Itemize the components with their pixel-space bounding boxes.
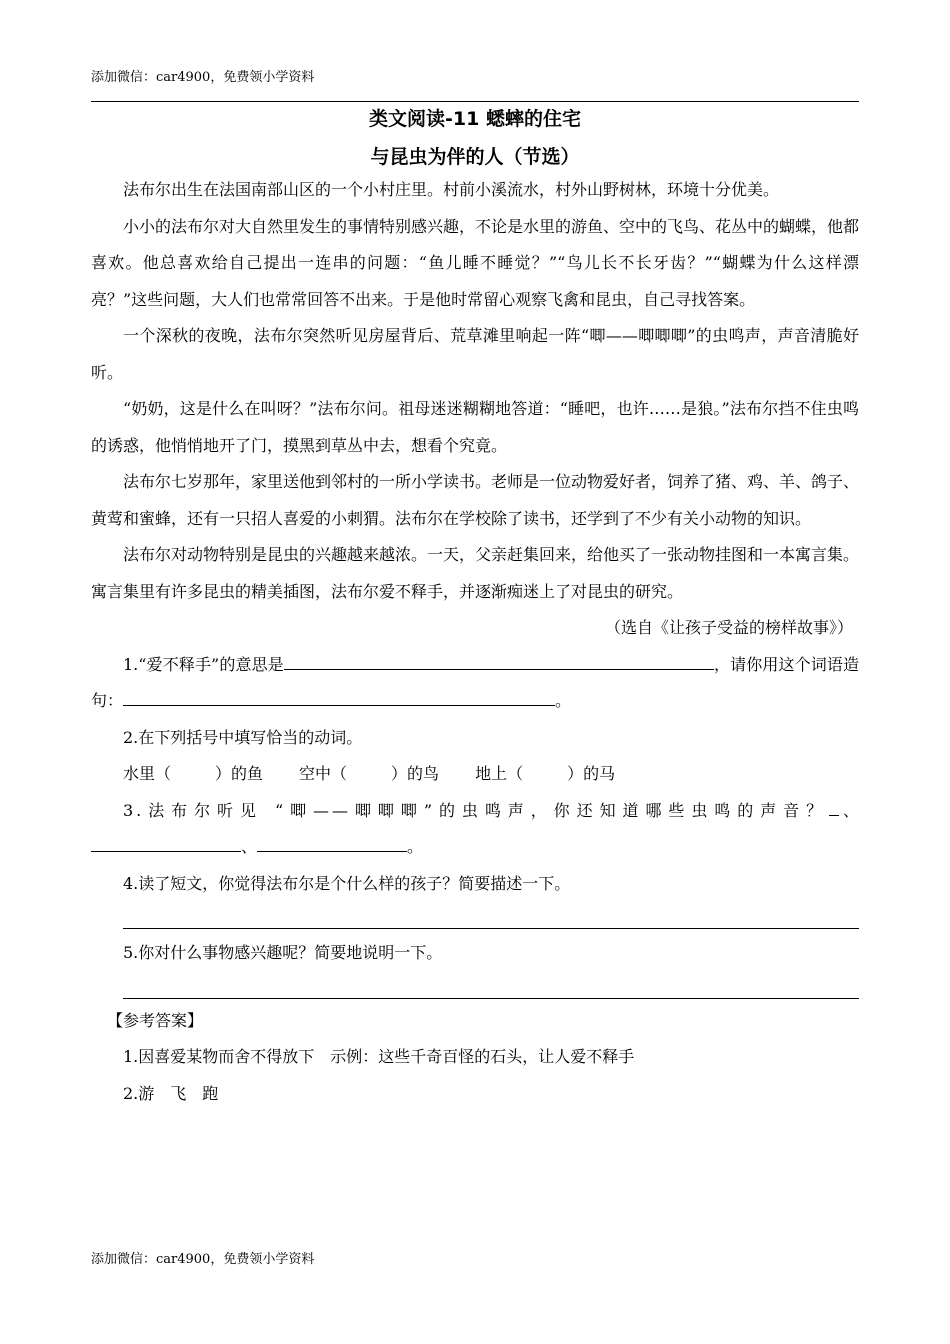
footer-watermark: 添加微信：car4900，免费领小学资料 [91,1252,315,1267]
page-title: 类文阅读-11 蟋蟀的住宅 [369,108,581,130]
passage-paragraph: 法布尔七岁那年，家里送他到邻村的一所小学读书。老师是一位动物爱好者，饲养了猪、鸡、羊、鸽子、黄莺和蜜蜂，还有一只招人喜爱的小刺猬。法布尔在学校除了读书，还学到了不少有关小动物的知识。 [91,472,860,528]
answer-blank[interactable] [257,829,407,852]
answer-blank[interactable] [829,793,839,816]
answer-line[interactable] [123,902,859,929]
separator: 。 [407,837,424,856]
question-1 [91,647,859,720]
header-watermark: 添加微信：car4900，免费领小学资料 [91,70,315,85]
answer-1: 1.因喜爱某物而舍不得放下 示例：这些千奇百怪的石头，让人爱不释手 [123,1047,635,1066]
answer-blank[interactable] [123,683,555,706]
passage-paragraph: 一个深秋的夜晚，法布尔突然听见房屋背后、荒草滩里响起一阵“唧——唧唧唧”的虫鸣声，声音清脆好听。 [91,326,859,382]
passage-paragraph: 法布尔出生在法国南部山区的一个小村庄里。村前小溪流水，村外山野树林，环境十分优美。 [123,180,780,199]
item-label: ）的马 [567,764,616,783]
passage-paragraph: “奶奶，这是什么在叫呀？”法布尔问。祖母迷迷糊糊地答道：“睡吧，也许……是狼。”法布尔挡不住虫鸣的诱惑，他悄悄地开了门，摸黑到草丛中去，想看个究竟。 [91,399,859,455]
answers-heading: 【参考答案】 [107,1010,204,1030]
separator: 、 [241,837,258,856]
header-rule [91,101,859,102]
question-3 [91,793,859,866]
question-1-text-c: 。 [555,691,572,710]
question-2: 2.在下列括号中填写恰当的动词。 [123,727,363,747]
question-4: 4.读了短文，你觉得法布尔是个什么样的孩子？简要描述一下。 [123,873,571,893]
question-1-text-b: ，请你用这个词语造句： [91,654,859,710]
answer-blank[interactable] [91,829,241,852]
passage-paragraph: 小小的法布尔对大自然里发生的事情特别感兴趣，不论是水里的游鱼、空中的飞鸟、花丛中的蝴蝶，他都喜欢。他总喜欢给自己提出一连串的问题：“鱼儿睡不睡觉？”“鸟儿长不长牙齿？”“蝴蝶为什么这样漂亮？”这些问题，大人们也常常回答不出来。于是他时常留心观察飞禽和昆虫，自己寻找答案。 [91,216,860,309]
question-5: 5.你对什么事物感兴趣呢？简要地说明一下。 [123,943,443,962]
source-citation: （选自《让孩子受益的榜样故事》） [604,618,853,637]
item-label: ）的鸟 [391,764,440,783]
item-label: 空中（ [299,764,348,783]
document-body [91,172,859,1112]
answer-2: 2.游 飞 跑 [123,1083,219,1103]
separator: 、 [839,800,859,820]
answer-line[interactable] [123,972,859,999]
passage-title: 与昆虫为伴的人（节选） [370,146,580,168]
question-3-text: 3.法布尔听见 “唧——唧唧唧”的虫鸣声，你还知道哪些虫鸣的声音？ [123,800,830,820]
item-label: ）的鱼 [215,764,264,783]
item-label: 水里（ [123,764,172,783]
answer-blank[interactable] [284,647,714,670]
question-2-items [91,756,859,793]
passage-paragraph: 法布尔对动物特别是昆虫的兴趣越来越浓。一天，父亲赶集回来，给他买了一张动物挂图和一本寓言集。寓言集里有许多昆虫的精美插图，法布尔爱不释手，并逐渐痴迷上了对昆虫的研究。 [91,545,860,601]
question-1-text-a: 1.“爱不释手”的意思是 [123,654,284,674]
item-label: 地上（ [475,764,524,783]
